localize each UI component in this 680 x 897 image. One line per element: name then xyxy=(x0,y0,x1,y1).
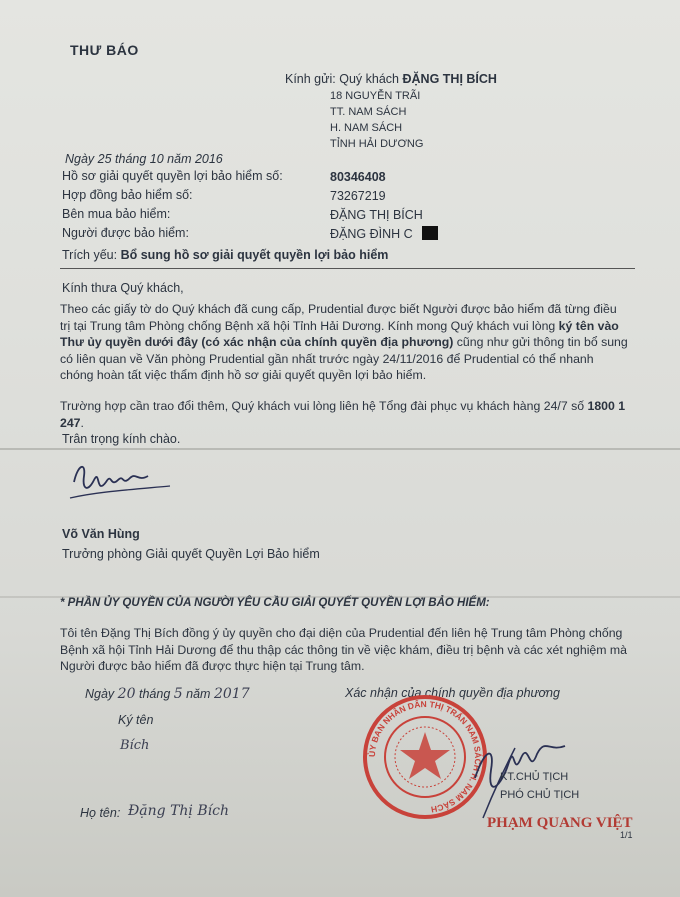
address-line: H. NAM SÁCH xyxy=(330,122,403,134)
date-prefix: Ngày xyxy=(85,687,115,701)
name-label: Họ tên: xyxy=(80,806,121,820)
date-year-label: năm xyxy=(186,687,211,701)
recipient-name: ĐẶNG THỊ BÍCH xyxy=(402,72,497,86)
closing-line: Trân trọng kính chào. xyxy=(62,432,181,446)
authorization-date xyxy=(85,686,250,702)
authorization-heading: * PHẦN ỦY QUYỀN CỦA NGƯỜI YÊU CẦU GIẢI QUYẾT QUYỀN LỢI BẢO HIỂM: xyxy=(60,597,490,609)
confirm-label: Xác nhận của chính quyền địa phương xyxy=(345,686,560,700)
signer-name: Võ Văn Hùng xyxy=(62,527,140,541)
field-value: 73267219 xyxy=(330,189,386,203)
address-line: TỈNH HẢI DƯƠNG xyxy=(330,138,424,150)
signer-title: Trưởng phòng Giải quyết Quyền Lợi Bảo hiểm xyxy=(62,547,320,561)
sign-label: Ký tên xyxy=(118,713,154,727)
subject-label: Trích yếu: xyxy=(62,248,118,262)
field-label: Người được bảo hiểm: xyxy=(62,226,189,240)
subject-text: Bổ sung hồ sơ giải quyết quyền lợi bảo hiểm xyxy=(120,248,389,262)
letter-date: Ngày 25 tháng 10 năm 2016 xyxy=(65,152,223,166)
field-value: 80346408 xyxy=(330,170,386,184)
address-line: TT. NAM SÁCH xyxy=(330,106,407,118)
page-mark: 1/1 xyxy=(620,830,633,840)
date-month-label: tháng xyxy=(138,687,171,701)
customer-signature: Bích xyxy=(120,738,150,753)
letter-title: THƯ BÁO xyxy=(70,42,139,58)
subject-line xyxy=(62,248,388,262)
official-title-1: KT.CHỦ TỊCH xyxy=(500,771,569,783)
contact-paragraph xyxy=(60,398,630,431)
signature-script-text: Vvhue xyxy=(96,472,99,473)
date-day: 20 xyxy=(117,686,136,702)
address-line: 18 NGUYỄN TRÃI xyxy=(330,90,421,102)
paper-fold xyxy=(0,448,680,450)
field-value: ĐẶNG ĐÌNH C xyxy=(330,227,413,241)
recipient-line xyxy=(285,72,497,86)
body-paragraph xyxy=(60,301,630,384)
contact-text: Trường hợp cần trao đổi thêm, Quý khách vui lòng liên hệ Tổng đài phục vụ khách hàng 24/7 số xyxy=(60,399,588,413)
field-value: ĐẶNG THỊ BÍCH xyxy=(330,208,423,222)
field-label: Bên mua bảo hiểm: xyxy=(62,207,171,221)
authorization-body: Tôi tên Đặng Thị Bích đồng ý ủy quyền cho đại diện của Prudential đến liên hệ Trung tâm Phòng chống Bệnh xã hội Tỉnh Hải Dương để thu thập các thông tin về việc khám, điều trị bệnh và các xét nghiệm mà Người được bảo hiểm đã được thực hiện tại Trung tâm. xyxy=(60,626,628,673)
customer-name-handwritten: Đặng Thị Bích xyxy=(128,803,229,819)
greeting-to-label: Kính gửi: xyxy=(285,72,336,86)
redaction-box xyxy=(422,226,438,240)
divider xyxy=(60,268,635,269)
field-label: Hồ sơ giải quyết quyền lợi bảo hiểm số: xyxy=(62,169,283,183)
date-month: 5 xyxy=(173,686,183,702)
stamp-text: ỦY BAN NHÂN DÂN THỊ TRẤN NAM SÁCH H. NAM SÁCH xyxy=(366,698,484,815)
official-title-2: PHÓ CHỦ TỊCH xyxy=(500,789,580,801)
hotline-number: 1800 1 247 xyxy=(60,399,626,430)
field-label: Hợp đồng bảo hiểm số: xyxy=(62,188,193,202)
salutation: Kính thưa Quý khách, xyxy=(62,281,184,295)
body-emphasis: ký tên vào Thư ủy quyền dưới đây (có xác nhận của chính quyền địa phương) xyxy=(60,318,619,349)
body-text: Theo các giấy tờ do Quý khách đã cung cấp, Prudential được biết Người được bảo hiểm đã từng điều trị tại Trung tâm Phòng chống Bệnh xã hội Tỉnh Hải Dương. Kính mong Quý khách vui lòng xyxy=(60,302,617,333)
date-year: 2017 xyxy=(213,686,250,702)
body-text: cũng như gửi thông tin bổ sung có liên quan về Văn phòng Prudential gần nhất trước ngày 24/11/2016 để Prudential có thể nhanh chóng hoàn tất việc thẩm định hồ sơ giải quyết quyền lợi bảo hiểm. xyxy=(60,335,628,382)
recipient-prefix: Quý khách xyxy=(339,72,400,86)
contact-text: . xyxy=(80,415,84,430)
officer-signature xyxy=(66,452,186,512)
official-name: PHẠM QUANG VIỆT xyxy=(487,815,633,831)
